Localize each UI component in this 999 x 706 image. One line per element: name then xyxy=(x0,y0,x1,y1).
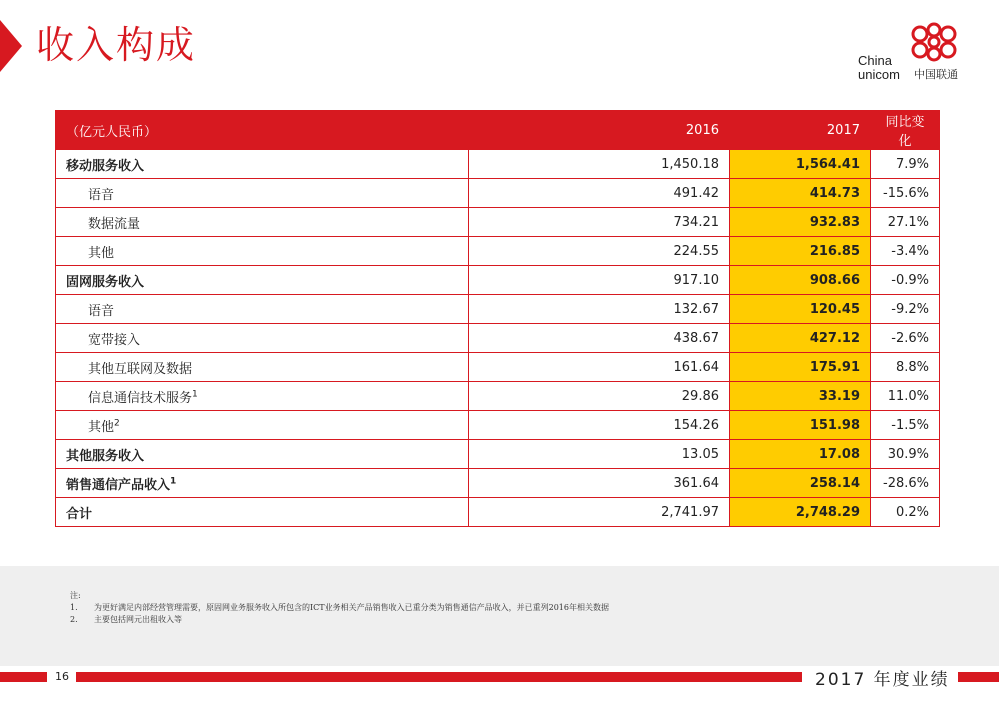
value-yoy: -3.4% xyxy=(871,237,940,266)
value-yoy: 11.0% xyxy=(871,382,940,411)
value-2016: 1,450.18 xyxy=(469,150,730,179)
footnote-1 xyxy=(70,602,609,614)
row-label xyxy=(56,324,469,353)
footer-label: 2017 年度业绩 xyxy=(815,670,950,690)
value-2016: 154.26 xyxy=(469,411,730,440)
value-yoy: 8.8% xyxy=(871,353,940,382)
table-row xyxy=(56,208,940,237)
value-2017: 427.12 xyxy=(730,324,871,353)
table-header-row xyxy=(56,111,940,150)
value-yoy: 0.2% xyxy=(871,498,940,527)
footnote-number: 1. xyxy=(70,603,78,612)
footnote-marker: 1 xyxy=(170,476,177,487)
value-2016: 361.64 xyxy=(469,469,730,498)
value-2016: 2,741.97 xyxy=(469,498,730,527)
value-yoy: 30.9% xyxy=(871,440,940,469)
page-title: 收入构成 xyxy=(36,23,197,67)
table-row xyxy=(56,150,940,179)
row-label xyxy=(56,498,469,527)
table-row xyxy=(56,469,940,498)
row-label-text: 信息通信技术服务 xyxy=(88,390,193,406)
value-2017: 120.45 xyxy=(730,295,871,324)
value-2017: 908.66 xyxy=(730,266,871,295)
notes-heading: 注: xyxy=(70,591,81,600)
table-row xyxy=(56,179,940,208)
row-label-text: 其他互联网及数据 xyxy=(88,361,193,377)
row-label-text: 其他 xyxy=(88,245,115,261)
table-row xyxy=(56,266,940,295)
table-row xyxy=(56,411,940,440)
footer-bar-middle xyxy=(76,672,802,682)
value-yoy: -15.6% xyxy=(871,179,940,208)
row-label xyxy=(56,411,469,440)
value-2016: 438.67 xyxy=(469,324,730,353)
value-2017: 216.85 xyxy=(730,237,871,266)
value-2017: 932.83 xyxy=(730,208,871,237)
footnote-text: 为更好满足内部经营管理需要，原固网业务服务收入所包含的ICT业务相关产品销售收入已重分类为销售通信产品收入，并已重列2016年相关数据 xyxy=(94,603,609,612)
logo-text-cn: 中国联通 xyxy=(914,68,958,81)
value-2016: 917.10 xyxy=(469,266,730,295)
row-label-text: 固网服务收入 xyxy=(66,274,145,290)
value-yoy: -1.5% xyxy=(871,411,940,440)
row-label xyxy=(56,266,469,295)
table-row xyxy=(56,440,940,469)
revenue-table xyxy=(55,110,940,527)
row-label-text: 销售通信产品收入 xyxy=(66,477,171,493)
table-row xyxy=(56,498,940,527)
row-label-text: 其他 xyxy=(88,419,115,435)
china-unicom-logo xyxy=(858,22,978,82)
value-2017: 33.19 xyxy=(730,382,871,411)
table-row xyxy=(56,324,940,353)
value-2016: 29.86 xyxy=(469,382,730,411)
value-yoy: 27.1% xyxy=(871,208,940,237)
table-row xyxy=(56,237,940,266)
value-2017: 17.08 xyxy=(730,440,871,469)
value-yoy: -2.6% xyxy=(871,324,940,353)
header-2017: 2017 xyxy=(730,111,871,150)
row-label xyxy=(56,179,469,208)
value-2017: 175.91 xyxy=(730,353,871,382)
footer-bar-right xyxy=(958,672,999,682)
header-yoy: 同比变化 xyxy=(871,111,940,150)
value-yoy: 7.9% xyxy=(871,150,940,179)
page-number: 16 xyxy=(55,670,69,683)
value-2017: 2,748.29 xyxy=(730,498,871,527)
row-label-text: 宽带接入 xyxy=(88,332,141,348)
logo-text-en-line2: unicom xyxy=(858,67,900,82)
value-2016: 132.67 xyxy=(469,295,730,324)
footnote-marker: 1 xyxy=(192,389,198,400)
footer-bar-left xyxy=(0,672,47,682)
table-row xyxy=(56,295,940,324)
header-2016: 2016 xyxy=(469,111,730,150)
value-2016: 13.05 xyxy=(469,440,730,469)
footnote-text: 主要包括网元出租收入等 xyxy=(94,615,182,624)
row-label-text: 数据流量 xyxy=(88,216,141,232)
footnote-number: 2. xyxy=(70,615,78,624)
row-label xyxy=(56,295,469,324)
value-2017: 151.98 xyxy=(730,411,871,440)
footnote-marker: 2 xyxy=(114,418,120,429)
row-label xyxy=(56,382,469,411)
value-2016: 224.55 xyxy=(469,237,730,266)
row-label xyxy=(56,150,469,179)
footnotes xyxy=(70,590,609,626)
value-yoy: -28.6% xyxy=(871,469,940,498)
row-label xyxy=(56,440,469,469)
row-label xyxy=(56,208,469,237)
row-label-text: 语音 xyxy=(88,303,115,319)
row-label xyxy=(56,469,469,498)
value-2016: 161.64 xyxy=(469,353,730,382)
value-yoy: -9.2% xyxy=(871,295,940,324)
value-2017: 258.14 xyxy=(730,469,871,498)
value-2017: 414.73 xyxy=(730,179,871,208)
title-chevron xyxy=(0,20,22,72)
value-yoy: -0.9% xyxy=(871,266,940,295)
logo-text-en-line1: China xyxy=(858,53,892,68)
row-label xyxy=(56,237,469,266)
value-2016: 734.21 xyxy=(469,208,730,237)
table-row xyxy=(56,353,940,382)
row-label xyxy=(56,353,469,382)
row-label-text: 其他服务收入 xyxy=(66,448,145,464)
value-2017: 1,564.41 xyxy=(730,150,871,179)
row-label-text: 合计 xyxy=(66,506,93,522)
footnote-2 xyxy=(70,614,609,626)
table-row xyxy=(56,382,940,411)
value-2016: 491.42 xyxy=(469,179,730,208)
unicom-knot-icon xyxy=(906,22,962,62)
header-unit: （亿元人民币） xyxy=(56,111,469,150)
row-label-text: 语音 xyxy=(88,187,115,203)
row-label-text: 移动服务收入 xyxy=(66,158,145,174)
